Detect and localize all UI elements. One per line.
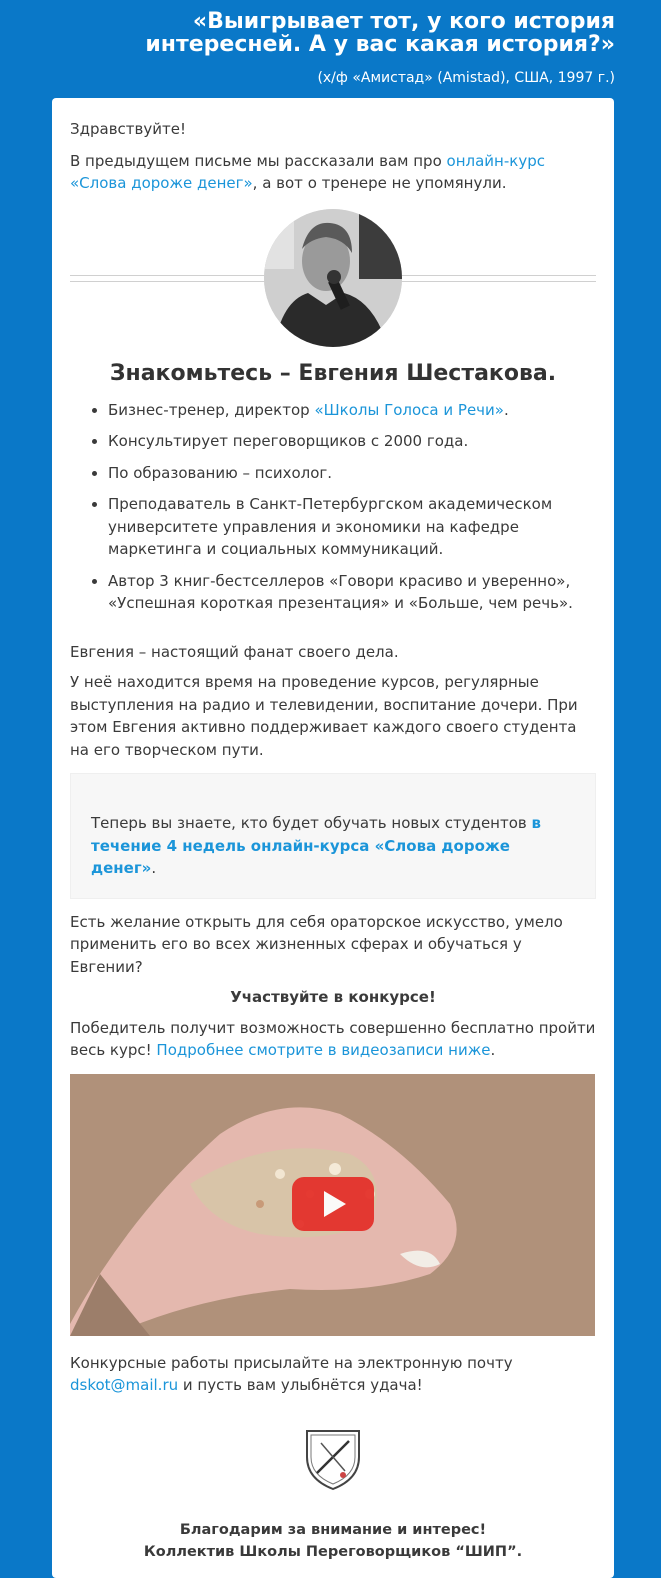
intro-paragraph	[70, 150, 596, 195]
trainer-photo	[264, 209, 402, 347]
quote-source: (х/ф «Амистад» (Amistad), США, 1997 г.)	[317, 70, 615, 86]
callout-text: Теперь вы знаете, кто будет обучать новых студентов	[91, 814, 532, 832]
callout-text-end: .	[151, 859, 157, 877]
send-text-end: и пусть вам улыбнётся удача!	[178, 1376, 423, 1394]
callout-highlight: в течение 4 недель онлайн-курса «Слова дороже денег»	[91, 814, 542, 877]
bullet-item: • Консультирует переговорщиков с 2000 года.	[108, 430, 596, 453]
winner-text: Победитель получит возможность совершенно бесплатно пройти весь курс!	[70, 1018, 596, 1059]
thanks-line-1: Благодарим за внимание и интерес!	[179, 1521, 487, 1538]
email-card	[52, 98, 614, 1578]
email-link[interactable]: dskot@mail.ru	[70, 1376, 179, 1394]
greeting: Здравствуйте!	[70, 120, 186, 138]
time-paragraph: У неё находится время на проведение курсов, регулярные выступления на радио и телевидении, воспитание дочери. При этом Евгения активно поддерживает каждого своего студента на его творческом пути.	[70, 673, 578, 759]
header	[0, 0, 661, 86]
trainer-bullets	[70, 399, 596, 615]
school-link[interactable]: «Школы Голоса и Речи»	[314, 400, 504, 419]
shield-icon	[303, 1427, 363, 1491]
bullet-item: • Автор 3 книг-бестселлеров «Говори красиво и уверенно», «Успешная короткая презентация» и «Больше, чем речь».	[108, 570, 596, 615]
thanks-line-2: Коллектив Школы Переговорщиков “ШИП”.	[143, 1544, 523, 1560]
winner-text-end: .	[490, 1041, 496, 1059]
thanks-block	[70, 1519, 596, 1564]
contest-heading: Участвуйте в конкурсе!	[230, 988, 436, 1006]
photo-divider	[70, 209, 596, 349]
send-paragraph	[70, 1352, 596, 1397]
quote-line-2: интересней. А у вас какая история?»	[145, 32, 615, 57]
bullet-text: Бизнес-тренер, директор	[108, 400, 315, 419]
intro-text-before: В предыдущем письме мы рассказали вам про	[70, 151, 447, 170]
course-link[interactable]: онлайн-курс «Слова дороже денег»	[70, 151, 545, 192]
quote-line-1: «Выигрывает тот, у кого история	[192, 9, 615, 34]
bullet-item: • Преподаватель в Санкт-Петербургском академическом университете управления и экономики на кафедре маркетинга и социальных коммуникаций.	[108, 493, 596, 561]
intro-text-after: , а вот о тренере не упомянули.	[252, 174, 507, 192]
bullet-text: .	[503, 400, 509, 419]
fan-paragraph: Евгения – настоящий фанат своего дела.	[70, 642, 399, 661]
winner-paragraph	[70, 1017, 596, 1062]
bullet-item	[108, 399, 596, 422]
header-quote	[46, 10, 615, 56]
bullet-item: • По образованию – психолог.	[108, 462, 596, 485]
send-text: Конкурсные работы присылайте на электронную почту	[70, 1353, 513, 1372]
video-thumbnail[interactable]	[70, 1074, 595, 1336]
callout-box	[70, 773, 596, 899]
trainer-photo-image	[264, 209, 402, 347]
video-link[interactable]: Подробнее смотрите в видеозаписи ниже	[156, 1041, 491, 1059]
play-icon[interactable]	[292, 1177, 374, 1231]
desire-paragraph: Есть желание открыть для себя ораторское искусство, умело применить его во всех жизненных сферах и обучаться у Евгении?	[70, 912, 563, 976]
school-logo-icon	[303, 1427, 363, 1491]
trainer-heading: Знакомьтесь – Евгения Шестакова.	[109, 360, 557, 386]
